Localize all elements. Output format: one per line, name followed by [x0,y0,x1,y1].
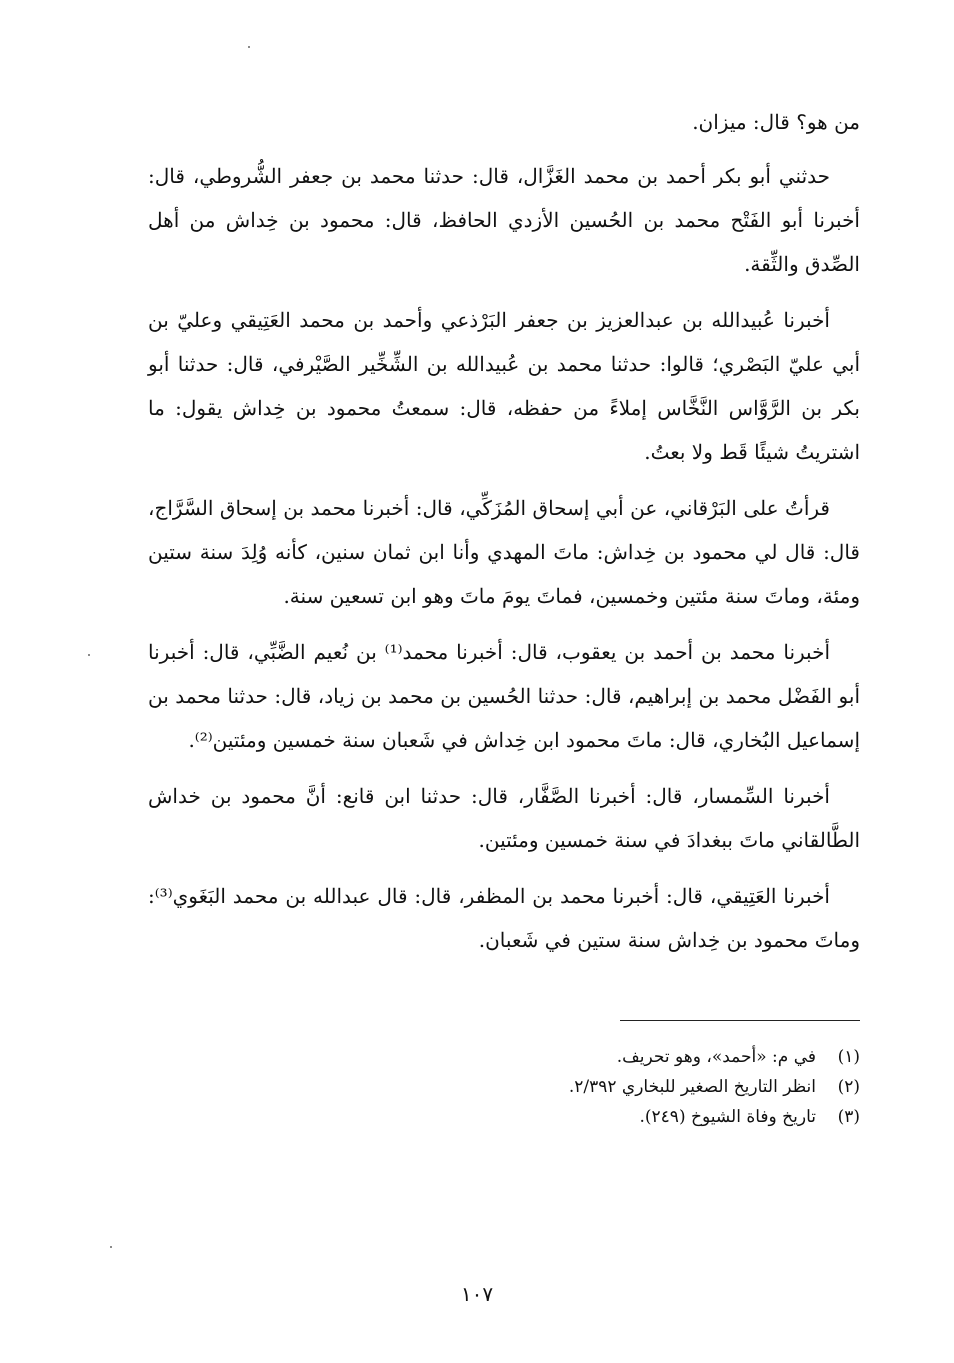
footnote-text: تاريخ وفاة الشيوخ (٢٤٩). [639,1107,816,1127]
paragraph-3: أخبرنا عُبيدالله بن عبدالعزيز بن جعفر البَرْذعي وأحمد بن محمد العَتِيقي وعليّ بن أبي عليّ البَصْري؛ قالوا: حدثنا محمد بن عُبيدالله بن الشِّخِّير الصَّيْرفي، قال: حدثنا أبو بكر بن الرَّوَّاس النَّخَّاس إملاءً من حفظه، قال: سمعتُ محمود بن خِداش يقول: ما اشتريتُ شيئًا قَط ولا بعتُ. [148,308,860,464]
footnote-3 [460,1102,860,1132]
footnote-text: انظر التاريخ الصغير للبخاري ٢/٣٩٢. [568,1077,816,1097]
paragraph-6: أخبرنا السِّمسار، قال: أخبرنا الصَّفَّار، قال: حدثنا ابن قانع: أنَّ محمود بن خداش الطَّالقاني ماتَ ببغدادَ في سنة خمسين ومئتين. [148,784,860,852]
main-text [148,100,860,974]
footnote-text: في م: «أحمد»، وهو تحريف. [616,1047,816,1067]
paragraph-2: حدثني أبو بكر أحمد بن محمد الغَزَّال، قال: حدثنا محمد بن جعفر الشُّروطي، قال: أخبرنا أبو الفَتْح محمد بن الحُسين الأزدي الحافظ، قال: محمود بن خِداش من أهل الصِّدق والثِّقة. [148,164,860,276]
footnote-1 [460,1042,860,1072]
paragraph-1: من هو؟ قال: ميزان. [692,110,860,134]
paragraph-5: أخبرنا محمد بن أحمد بن يعقوب، قال: أخبرنا محمد⁽¹⁾ بن نُعيم الضَّبِّي، قال: أخبرنا أبو الفَضْل محمد بن إبراهيم، قال: حدثنا الحُسين بن محمد بن زياد، قال: حدثنا محمد بن إسماعيل البُخاري، قال: ماتَ محمود ابن خِداش في شَعبان سنة خمسين ومئتين⁽²⁾. [148,640,860,752]
footnote-2 [460,1072,860,1102]
footnote-divider [620,1020,860,1021]
paragraph-7: أخبرنا العَتِيقي، قال: أخبرنا محمد بن المظفر، قال: قال عبدالله بن محمد البَغَوي⁽³⁾: وماتَ محمود بن خِداش سنة ستين في شَعبان. [148,884,860,952]
footnote-number: (٣) [837,1107,860,1127]
paragraph-4: قرأتُ على البَرْقاني، عن أبي إسحاق المُزَكِّي، قال: أخبرنا محمد بن إسحاق السَّرَّاج، قال: قال لي محمود بن خِداش: ماتَ المهدي وأنا ابن ثمان سنين، كأنه وُلِدَ سنة ستين ومئة، وماتَ سنة مئتين وخمسين، فماتَ يومَ ماتَ وهو ابن تسعين سنة. [148,496,860,608]
scan-speck [88,654,90,656]
scan-speck [110,1246,112,1248]
footnotes [460,1042,860,1132]
scan-speck [248,46,250,48]
page-number: ١٠٧ [460,1282,494,1306]
footnote-number: (١) [837,1047,860,1067]
footnote-number: (٢) [837,1077,860,1097]
